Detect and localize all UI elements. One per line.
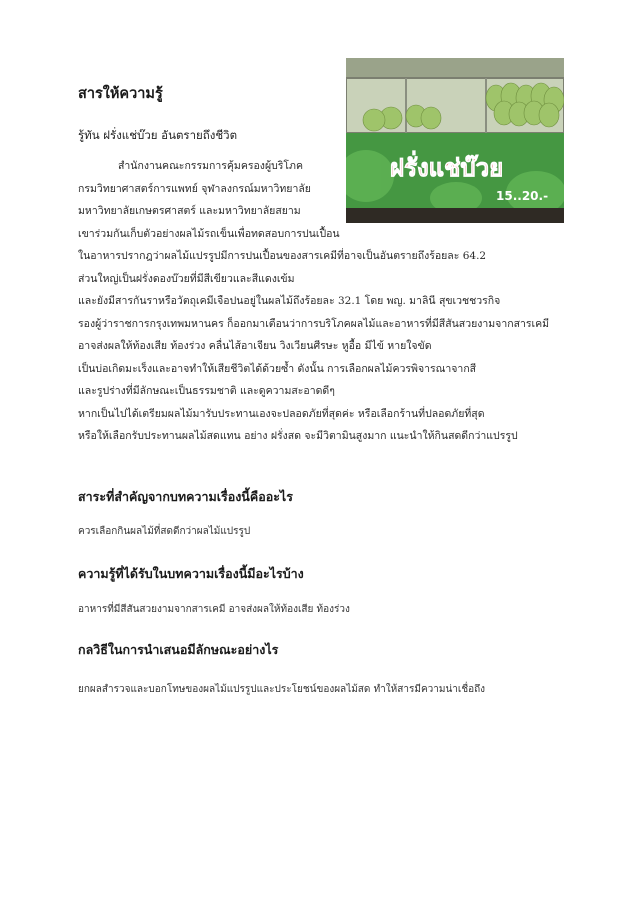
body-line: และยังมีสารกันราหรือวัตถุเคมีเจือปนอยู่ในผลไม้ถึงร้อยละ 32.1 โดย พญ. มาลินี สุขเวชชวรกิจ [78, 295, 501, 307]
section-answer-knowledge: อาหารที่มีสีสันสวยงามจากสารเคมี อาจส่งผลให้ท้องเสีย ท้องร่วง [78, 604, 350, 615]
body-line: รองผู้ว่าราชการกรุงเทพมหานคร ก็ออกมาเตือนว่าการบริโภคผลไม้และอาหารที่มีสีสันสวยงามจากสารเคมี [78, 317, 550, 330]
body-line: เขาร่วมกันเก็บตัวอย่างผลไม้รถเข็นเพื่อทดสอบการปนเปื้อน [78, 227, 340, 240]
section-heading-technique: กลวิธีในการนำเสนอมีลักษณะอย่างไร [78, 642, 279, 657]
body-line: เป็นบ่อเกิดมะเร็งและอาจทำให้เสียชีวิตได้ด้วยซ้ำ ดังนั้น การเลือกผลไม้ควรพิจารณาจากสี [78, 362, 477, 375]
body-line: ในอาหารปรากฎว่าผลไม้แปรรูปมีการปนเปื้อนของสารเคมีที่อาจเป็นอันตรายถึงร้อยละ 64.2 [78, 250, 487, 262]
body-line: มหาวิทยาลัยเกษตรศาสตร์ และมหาวิทยาลัยสยาม [78, 205, 301, 217]
body-line: อาจส่งผลให้ท้องเสีย ท้องร่วง คลื่นไส้อาเจียน วิงเวียนศีรษะ หูอื้อ มีไข้ หายใจขัด [78, 340, 432, 352]
section-heading-knowledge: ความรู้ที่ได้รับในบทความเรื่องนี้มีอะไรบ้าง [78, 566, 304, 581]
body-line: และรูปร่างที่มีลักษณะเป็นธรรมชาติ และดูความสะอาดดีๆ [78, 385, 335, 397]
section-answer-technique: ยกผลสำรวจและบอกโทษของผลไม้แปรรูปและประโยชน์ของผลไม้สด ทำให้สารมีความน่าเชื่อถึง [78, 684, 486, 695]
body-line: หากเป็นไปได้เตรียมผลไม้มารับประทานเองจะปลอดภัยที่สุดค่ะ หรือเลือกร้านที่ปลอดภัยที่สุด [78, 407, 485, 420]
body-line: ส่วนใหญ่เป็นฝรั่งดองบ๊วยที่มีสีเขียวและสีแดงเข้ม [78, 272, 295, 285]
body-line: หรือให้เลือกรับประทานผลไม้สดแทน อย่าง ฝรั่งสด จะมีวิตามินสูงมาก แนะนำให้กินสดดีกว่าแปรรูป [78, 430, 518, 442]
page-title: สารให้ความรู้ [78, 86, 163, 102]
photo-sign-text: ฝรั่งแช่บ๊วย [390, 154, 504, 182]
article-body [78, 155, 578, 448]
article-subtitle: รู้ทัน ฝรั่งแช่บ๊วย อันตรายถึงชีวิต [78, 128, 238, 142]
photo-price-text: 15..20.- [496, 189, 549, 203]
body-line: สำนักงานคณะกรรมการคุ้มครองผู้บริโภค [118, 160, 303, 172]
body-line: กรมวิทยาศาสตร์การแพทย์ จุฬาลงกรณ์มหาวิทยาลัย [78, 182, 311, 195]
section-answer-key-point: ควรเลือกกินผลไม้ที่สดดีกว่าผลไม้แปรรูป [78, 526, 251, 537]
section-heading-key-point: สาระที่สำคัญจากบทความเรื่องนี้คืออะไร [78, 489, 293, 504]
